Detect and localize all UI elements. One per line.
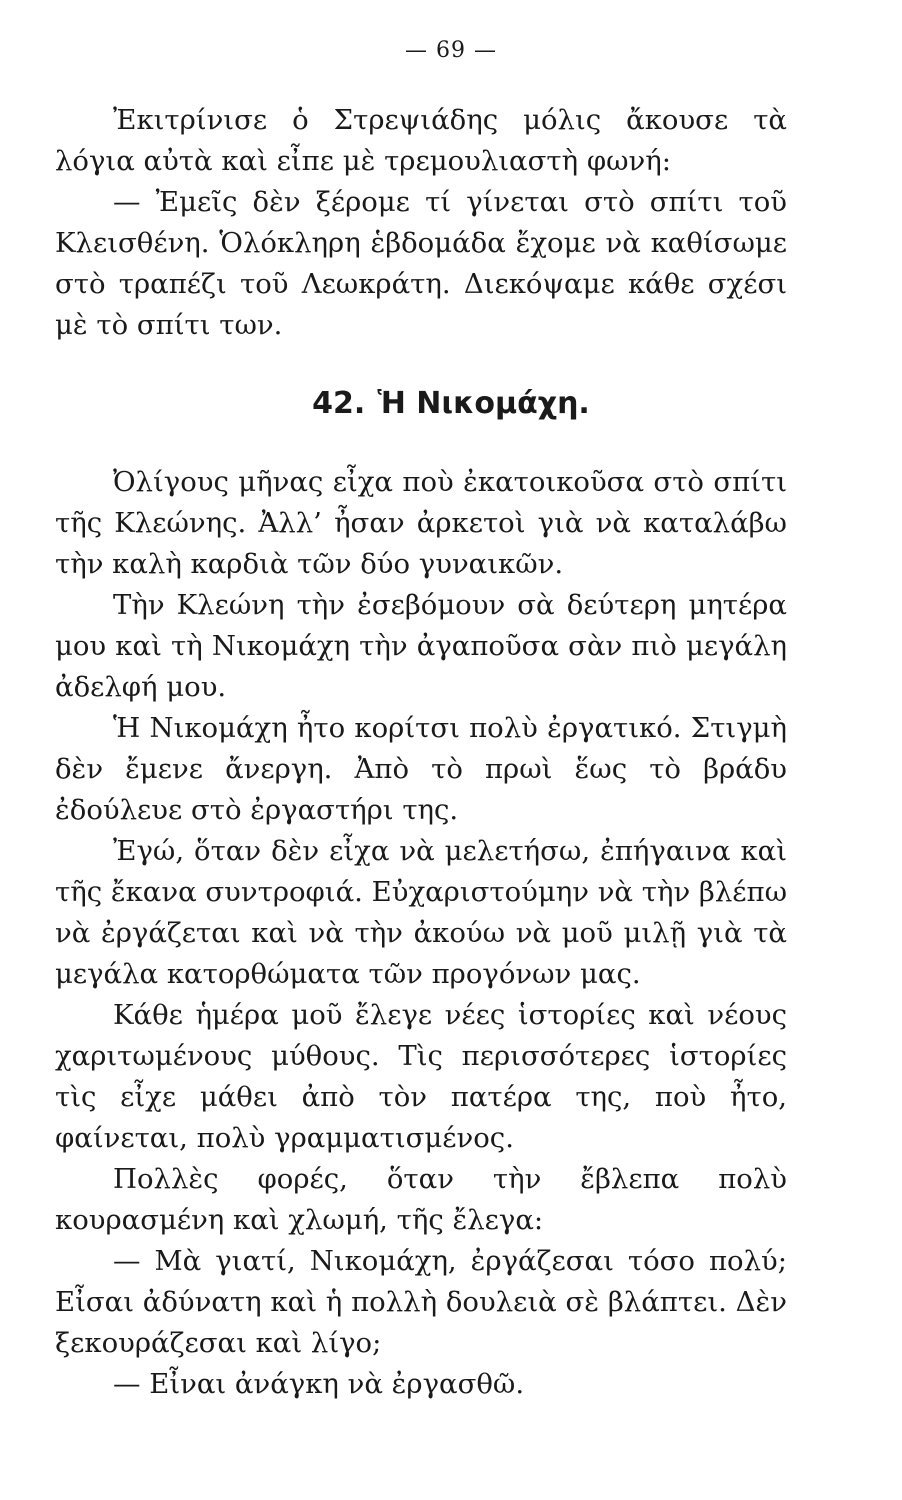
paragraph-continuation-2: — Ἐμεῖς δὲν ξέρομε τί γίνεται στὸ σπίτι τοῦ Κλεισθένη. Ὁλόκληρη ἑβδομάδα ἔχομε νὰ καθίσωμε στὸ τραπέζι τοῦ Λεωκράτη. Διεκόψαμε κάθε σχέσι μὲ τὸ σπίτι των. bbox=[55, 186, 787, 341]
chapter-title: Ἡ Νικομάχη. bbox=[377, 386, 590, 421]
paragraph-5: Κάθε ἡμέρα μοῦ ἔλεγε νέες ἱστορίες καὶ νέους χαριτωμένους μύθους. Τὶς περισσότερες ἱστορίες τὶς εἶχε μάθει ἀπὸ τὸν πατέρα της, ποὺ ἦτο, φαίνεται, πολὺ γραμματισμένος. bbox=[55, 999, 787, 1154]
paragraph-continuation-1: Ἐκιτρίνισε ὁ Στρεψιάδης μόλις ἄκουσε τὰ λόγια αὐτὰ καὶ εἶπε μὲ τρεμουλιαστὴ φωνή: bbox=[55, 104, 787, 177]
chapter-number: 42. bbox=[312, 386, 366, 421]
chapter-heading bbox=[0, 382, 902, 426]
page-number: — 69 — bbox=[405, 38, 497, 63]
paragraph-7: — Μὰ γιατί, Νικομάχη, ἐργάζεσαι τόσο πολύ; Εἶσαι ἀδύνατη καὶ ἡ πολλὴ δουλειὰ σὲ βλάπτει. Δὲν ξεκουράζεσαι καὶ λίγο; bbox=[55, 1245, 787, 1359]
paragraph-4: Ἐγώ, ὅταν δὲν εἶχα νὰ μελετήσω, ἐπήγαινα καὶ τῆς ἔκανα συντροφιά. Εὐχαριστούμην νὰ τὴν βλέπω νὰ ἐργάζεται καὶ νὰ τὴν ἀκούω νὰ μοῦ μιλῇ γιὰ τὰ μεγάλα κατορθώματα τῶν προγόνων μας. bbox=[55, 835, 787, 990]
paragraph-8: — Εἶναι ἀνάγκη νὰ ἐργασθῶ. bbox=[113, 1368, 525, 1400]
paragraph-6: Πολλὲς φορές, ὅταν τὴν ἔβλεπα πολὺ κουρασμένη καὶ χλωμή, τῆς ἔλεγα: bbox=[55, 1163, 787, 1236]
paragraph-3: Ἡ Νικομάχη ἦτο κορίτσι πολὺ ἐργατικό. Στιγμὴ δὲν ἔμενε ἄνεργη. Ἀπὸ τὸ πρωὶ ἕως τὸ βράδυ ἐδούλευε στὸ ἐργαστήρι της. bbox=[55, 712, 787, 826]
paragraph-2: Τὴν Κλεώνη τὴν ἐσεβόμουν σὰ δεύτερη μητέρα μου καὶ τὴ Νικομάχη τὴν ἀγαποῦσα σὰν πιὸ μεγάλη ἀδελφή μου. bbox=[55, 589, 787, 703]
paragraph-1: Ὀλίγους μῆνας εἶχα ποὺ ἐκατοικοῦσα στὸ σπίτι τῆς Κλεώνης. Ἀλλ’ ἦσαν ἀρκετοὶ γιὰ νὰ καταλάβω τὴν καλὴ καρδιὰ τῶν δύο γυναικῶν. bbox=[55, 466, 787, 580]
